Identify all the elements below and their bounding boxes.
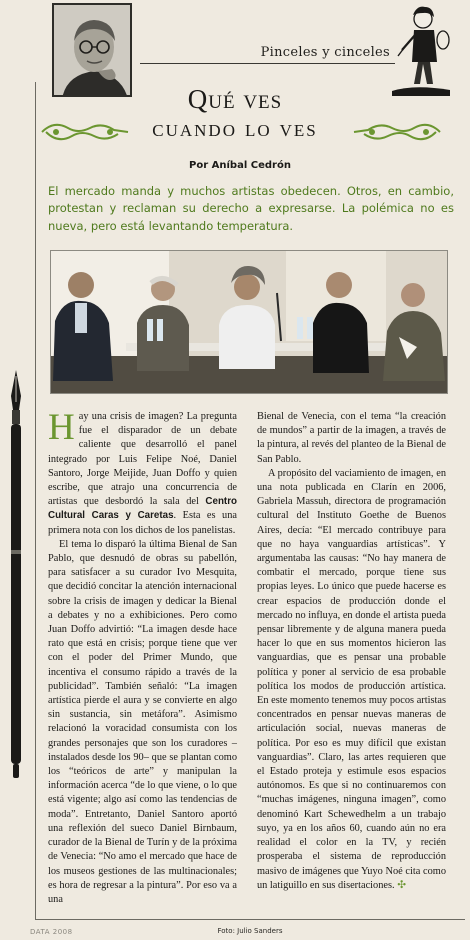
byline: Por Aníbal Cedrón bbox=[189, 160, 291, 171]
panel-photo bbox=[50, 250, 448, 394]
paragraph-text: ay una crisis de imagen? La pregunta fue el disparador de un debate caliente que desarrolló el panel integrado por Luis Felipe Noé, Daniel Santoro, Jorge Meijide, Juan Doffo y quien escribe, que atrajo una concurrencia de artistas que desbordó la sala del bbox=[48, 411, 237, 508]
end-mark-icon: ✣ bbox=[397, 879, 406, 891]
fountain-pen-illustration bbox=[5, 370, 27, 780]
left-flourish-ornament bbox=[40, 118, 130, 146]
paragraph-text: A propósito del vaciamiento de imagen, en una nota publicada en Clarín en 2006, Gabriela Massuh, directora de programación cultural del Instituto Goethe de Buenos Aires, decía: “El mercado contribuye para que no haya vanguardias artísticas”. Y argumentaba las causas: “No hay manera de combatir el mercado, porque tiene sus propias leyes. Lo único que puede hacerse es crear espacios de producción donde el mercado no influya, en donde el artista pueda pensar libremente y de alguna manera pueda hacer lo que en sus momentos hicieron las vanguardias, que es pensar una probable política y poner al servicio de esa probable política los modos de producción artística. En este momento tenemos muy pocos artistas concentrados en pensar nuevas maneras de articulación social, nuevas maneras de política. Por eso es muy difícil que existan vanguardias”. Claro, las artes requieren que el Estado proteja y estimule esos espacios autónomos. Es que si no continuaremos con “muchas imágenes, ninguna imagen”, como denominó Kart Schewedhelm a un trabajo suyo, ya en los años 60, cuando aún no era realidad el color en la TV, y recién prosperaba el sistema de reproducción masivo de imágenes que Yuyo Noé cita como un latiguillo en sus disertaciones. bbox=[257, 467, 446, 891]
frame-bottom-rule bbox=[35, 919, 465, 920]
venue-name: Centro Cultural Caras y Caretas bbox=[48, 496, 237, 522]
section-name: Pinceles y cinceles bbox=[260, 45, 390, 60]
painter-caricature bbox=[392, 4, 450, 96]
drop-cap: H bbox=[48, 410, 75, 448]
photo-caption: Foto: Julio Sanders bbox=[217, 927, 283, 935]
page-folio: DATA 2008 bbox=[30, 928, 73, 936]
title-line-1: Qué ves bbox=[187, 84, 283, 114]
article-paragraph bbox=[257, 467, 446, 893]
article-paragraph bbox=[48, 410, 237, 538]
article-paragraph: Bienal de Venecia, con el tema “la creación de mundos” a partir de la imagen, a través de la pintura, al revés del planteo de la Bienal de San Pablo. bbox=[257, 411, 446, 465]
article-column-left bbox=[48, 410, 237, 910]
title-line-2: cuando lo ves bbox=[152, 116, 318, 142]
article-paragraph: El tema lo disparó la última Bienal de San Pablo, que desnudó de obras su pabellón, para satisfacer a su curador Ivo Mesquita, que decidió concitar la atención internacional sobre la crisis de imagen y dedicar la Bienal a debates y no a exhibiciones. Pero como Juan Doffo advirtió: “La imagen desde hace rato que está en crisis; porque tiene que ver con el poder del Primer Mundo, que incentiva el consumo rápido a través de la publicidad”. También señaló: “La imagen artística pierde el aura y se convierte en algo sin sustancia, sin metáfora”. Asimismo relacionó la voracidad consumista con los grandes personajes que son los curadores –instalados desde los 90– que se plantan como los “teóricos de arte” y manipulan la información acerca “de lo que viene, o lo que está vigente; algo así como las tendencias de moda”. Entretanto, Daniel Santoro aportó una reflexión del sueco Daniel Birnbaum, curador de la Bienal de Turín y de la próxima de Venecia: “No amo el mercado que hace de los museos gestiones de las multinacionales; es hora de regresar a la pintura”. Por eso va a una bbox=[48, 538, 237, 905]
columnist-portrait bbox=[52, 3, 132, 97]
frame-left-rule bbox=[35, 82, 36, 920]
lead-paragraph: El mercado manda y muchos artistas obedecen. Otros, en cambio, protestan y reclaman su derecho a expresarse. La polémica no es nueva, pero está levantando temperatura. bbox=[48, 184, 454, 233]
paragraph-text: . Esta es una primera nota con los dichos de los panelistas. bbox=[48, 510, 237, 536]
right-flourish-ornament bbox=[352, 118, 442, 146]
article-column-right bbox=[257, 410, 446, 910]
section-rule bbox=[140, 63, 395, 64]
